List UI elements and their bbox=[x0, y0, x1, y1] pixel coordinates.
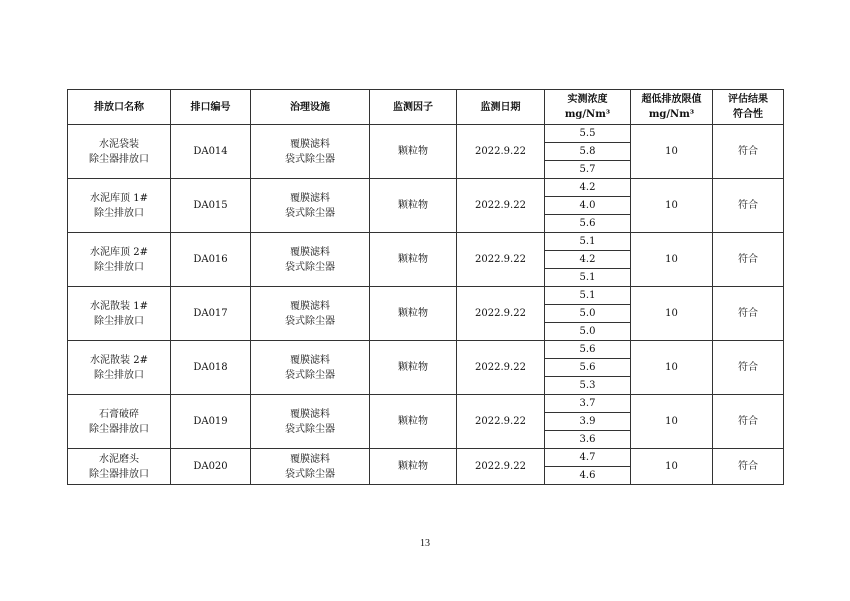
factor-cell: 颗粒物 bbox=[370, 449, 457, 485]
result-cell: 符合 bbox=[713, 125, 784, 179]
table-row bbox=[68, 179, 784, 197]
outlet-id-cell: DA017 bbox=[171, 287, 251, 341]
result-cell: 符合 bbox=[713, 395, 784, 449]
header-treatment: 治理设施 bbox=[251, 90, 370, 125]
header-outlet-name: 排放口名称 bbox=[68, 90, 171, 125]
table-row bbox=[68, 287, 784, 305]
header-outlet-id: 排口编号 bbox=[171, 90, 251, 125]
treatment-cell: 覆膜滤料 袋式除尘器 bbox=[251, 179, 370, 233]
measured-value-cell: 4.0 bbox=[545, 197, 631, 215]
table-row bbox=[68, 449, 784, 467]
measured-value-cell: 3.7 bbox=[545, 395, 631, 413]
outlet-name-cell: 水泥库顶 1# 除尘排放口 bbox=[68, 179, 171, 233]
factor-cell: 颗粒物 bbox=[370, 179, 457, 233]
limit-cell: 10 bbox=[631, 449, 713, 485]
measured-value-cell: 5.6 bbox=[545, 359, 631, 377]
outlet-id-cell: DA020 bbox=[171, 449, 251, 485]
outlet-name-cell: 水泥磨头 除尘器排放口 bbox=[68, 449, 171, 485]
measured-value-cell: 5.1 bbox=[545, 287, 631, 305]
table-body bbox=[68, 125, 784, 485]
measured-value-cell: 3.6 bbox=[545, 431, 631, 449]
measured-value-cell: 4.6 bbox=[545, 467, 631, 485]
measured-value-cell: 5.7 bbox=[545, 161, 631, 179]
header-measured: 实测浓度 mg/Nm³ bbox=[545, 90, 631, 125]
emission-monitoring-table bbox=[67, 89, 784, 485]
treatment-cell: 覆膜滤料 袋式除尘器 bbox=[251, 341, 370, 395]
measured-value-cell: 5.1 bbox=[545, 269, 631, 287]
result-cell: 符合 bbox=[713, 287, 784, 341]
result-cell: 符合 bbox=[713, 449, 784, 485]
table-row bbox=[68, 395, 784, 413]
date-cell: 2022.9.22 bbox=[457, 287, 545, 341]
measured-value-cell: 5.5 bbox=[545, 125, 631, 143]
measured-value-cell: 5.6 bbox=[545, 215, 631, 233]
outlet-id-cell: DA014 bbox=[171, 125, 251, 179]
header-result: 评估结果 符合性 bbox=[713, 90, 784, 125]
header-limit: 超低排放限值 mg/Nm³ bbox=[631, 90, 713, 125]
measured-value-cell: 5.0 bbox=[545, 305, 631, 323]
measured-value-cell: 5.8 bbox=[545, 143, 631, 161]
measured-value-cell: 4.7 bbox=[545, 449, 631, 467]
measured-value-cell: 5.3 bbox=[545, 377, 631, 395]
limit-cell: 10 bbox=[631, 125, 713, 179]
measured-value-cell: 5.6 bbox=[545, 341, 631, 359]
limit-cell: 10 bbox=[631, 341, 713, 395]
table-row bbox=[68, 341, 784, 359]
measured-value-cell: 4.2 bbox=[545, 251, 631, 269]
outlet-id-cell: DA019 bbox=[171, 395, 251, 449]
table-row bbox=[68, 125, 784, 143]
measured-value-cell: 5.1 bbox=[545, 233, 631, 251]
factor-cell: 颗粒物 bbox=[370, 341, 457, 395]
treatment-cell: 覆膜滤料 袋式除尘器 bbox=[251, 233, 370, 287]
limit-cell: 10 bbox=[631, 179, 713, 233]
factor-cell: 颗粒物 bbox=[370, 395, 457, 449]
treatment-cell: 覆膜滤料 袋式除尘器 bbox=[251, 395, 370, 449]
page-number: 13 bbox=[420, 538, 430, 549]
factor-cell: 颗粒物 bbox=[370, 233, 457, 287]
date-cell: 2022.9.22 bbox=[457, 449, 545, 485]
header-factor: 监测因子 bbox=[370, 90, 457, 125]
outlet-name-cell: 水泥库顶 2# 除尘排放口 bbox=[68, 233, 171, 287]
outlet-id-cell: DA018 bbox=[171, 341, 251, 395]
treatment-cell: 覆膜滤料 袋式除尘器 bbox=[251, 287, 370, 341]
date-cell: 2022.9.22 bbox=[457, 341, 545, 395]
result-cell: 符合 bbox=[713, 341, 784, 395]
outlet-id-cell: DA016 bbox=[171, 233, 251, 287]
table-row bbox=[68, 233, 784, 251]
measured-value-cell: 4.2 bbox=[545, 179, 631, 197]
limit-cell: 10 bbox=[631, 233, 713, 287]
date-cell: 2022.9.22 bbox=[457, 233, 545, 287]
outlet-id-cell: DA015 bbox=[171, 179, 251, 233]
table-header-row bbox=[68, 90, 784, 125]
factor-cell: 颗粒物 bbox=[370, 287, 457, 341]
outlet-name-cell: 石膏破碎 除尘器排放口 bbox=[68, 395, 171, 449]
result-cell: 符合 bbox=[713, 233, 784, 287]
factor-cell: 颗粒物 bbox=[370, 125, 457, 179]
outlet-name-cell: 水泥袋装 除尘器排放口 bbox=[68, 125, 171, 179]
treatment-cell: 覆膜滤料 袋式除尘器 bbox=[251, 449, 370, 485]
date-cell: 2022.9.22 bbox=[457, 395, 545, 449]
outlet-name-cell: 水泥散装 2# 除尘排放口 bbox=[68, 341, 171, 395]
date-cell: 2022.9.22 bbox=[457, 179, 545, 233]
date-cell: 2022.9.22 bbox=[457, 125, 545, 179]
limit-cell: 10 bbox=[631, 395, 713, 449]
measured-value-cell: 5.0 bbox=[545, 323, 631, 341]
measured-value-cell: 3.9 bbox=[545, 413, 631, 431]
outlet-name-cell: 水泥散装 1# 除尘排放口 bbox=[68, 287, 171, 341]
treatment-cell: 覆膜滤料 袋式除尘器 bbox=[251, 125, 370, 179]
header-date: 监测日期 bbox=[457, 90, 545, 125]
limit-cell: 10 bbox=[631, 287, 713, 341]
result-cell: 符合 bbox=[713, 179, 784, 233]
